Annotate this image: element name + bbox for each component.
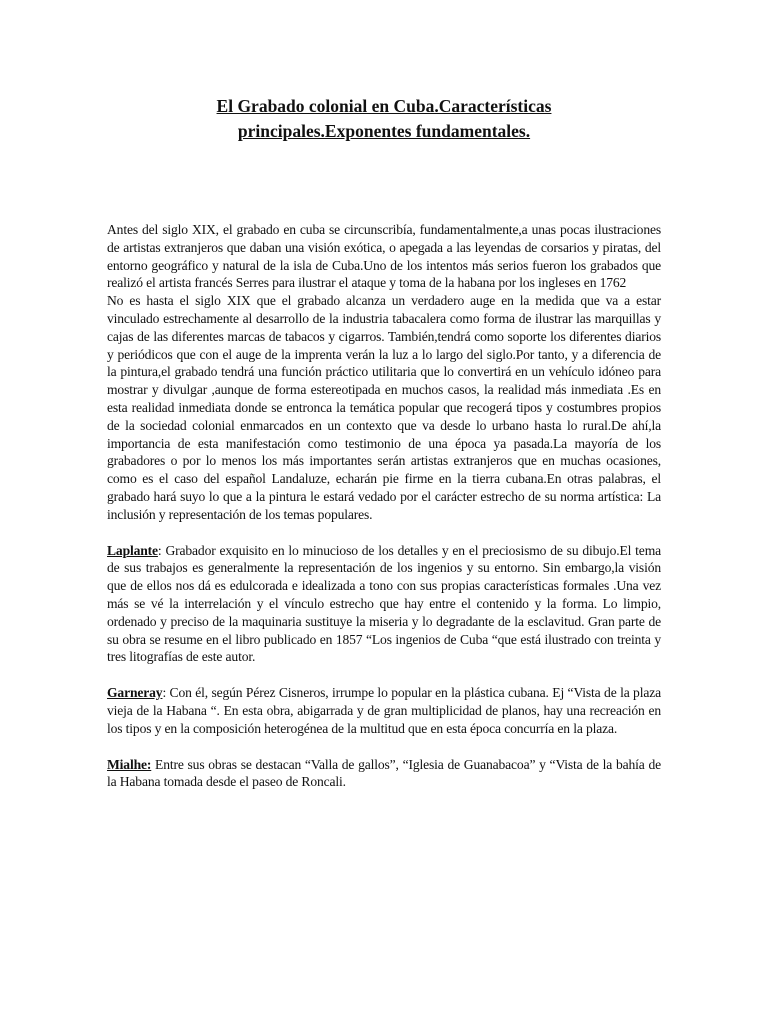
mialhe-text: Entre sus obras se destacan “Valla de gallos”, “Iglesia de Guanabacoa” y “Vista de la bahía de la Habana tomada desde el paseo de Roncali. bbox=[107, 756, 661, 790]
paragraph-gap bbox=[107, 666, 661, 684]
document-body bbox=[107, 221, 661, 791]
laplante-paragraph bbox=[107, 542, 661, 667]
intro-paragraph-2: No es hasta el siglo XIX que el grabado alcanza un verdadero auge en la medida que va a estar vinculado estrechamente al desarrollo de la industria tabacalera como forma de ilustrar las marquillas y cajas de las diferentes marcas de tabacos y cigarros. También,tendrá como soporte los diferentes diarios y periódicos que con el auge de la imprenta verán la luz a lo largo del siglo.Por tanto, y a diferencia de la pintura,el grabado tendrá una función práctico utilitaria que lo convertirá en un vehículo idóneo para mostrar y divulgar ,aunque de forma estereotipada en muchos casos, la realidad más inmediata .Es en esta realidad inmediata donde se entronca la temática popular que recogerá tipos y costumbres propios de la sociedad colonial enmarcados en un contexto que va desde lo urbano hasta lo rural.De ahí,la importancia de esta manifestación como testimonio de una época ya pasada.La mayoría de los grabadores o por lo menos los más importantes serán artistas extranjeros que en muchas ocasiones, como es el caso del español Landaluze, echarán pie firme en la tierra cubana.En otras palabras, el grabado hará suyo lo que a la pintura le estará vedado por el carácter estrecho de su norma artística: La inclusión y representación de los temas populares. bbox=[107, 293, 661, 522]
mialhe-paragraph bbox=[107, 756, 661, 792]
paragraph-gap bbox=[107, 524, 661, 542]
title-line-1: El Grabado colonial en Cuba.Características bbox=[216, 96, 552, 116]
laplante-name: Laplante bbox=[107, 542, 158, 558]
garneray-name: Garneray bbox=[107, 685, 163, 701]
laplante-text: : Grabador exquisito en lo minucioso de los detalles y en el preciosismo de su dibujo.El tema de sus trabajos es generalmente la representación de los ingenios y su entorno. Sin embargo,la visión que de ellos nos dá es edulcorada e idealizada a tono con sus propias características formales .Una vez más se vé la interrelación y el vínculo estrecho que hay entre el contenido y la forma. Lo limpio, ordenado y preciso de la maquinaria sustituye la miseria y lo degradante de la esclavitud. Gran parte de su obra se resume en el libro publicado en 1857 “Los ingenios de Cuba “que está ilustrado con treinta y tres litografías de este autor. bbox=[107, 542, 661, 665]
document-title bbox=[100, 94, 668, 144]
paragraph-gap bbox=[107, 738, 661, 756]
mialhe-name: Mialhe: bbox=[107, 756, 152, 772]
garneray-text: : Con él, según Pérez Cisneros, irrumpe lo popular en la plástica cubana. Ej “Vista de la plaza vieja de la Habana “. En esta obra, abigarrada y de gran multiplicidad de planos, hay una recreación en los tipos y en la composición heterogénea de la multitud que en esta época concurría en la plaza. bbox=[107, 685, 661, 736]
intro-paragraph-1: Antes del siglo XIX, el grabado en cuba se circunscribía, fundamentalmente,a unas pocas ilustraciones de artistas extranjeros que daban una visión exótica, o apegada a las leyendas de corsarios y piratas, del entorno geográfico y natural de la isla de Cuba.Uno de los intentos más serios fueron los grabados que realizó el artista francés Serres para ilustrar el ataque y toma de la habana por los ingleses en 1762 bbox=[107, 222, 661, 291]
garneray-paragraph bbox=[107, 684, 661, 737]
title-line-2: principales.Exponentes fundamentales. bbox=[237, 121, 531, 141]
